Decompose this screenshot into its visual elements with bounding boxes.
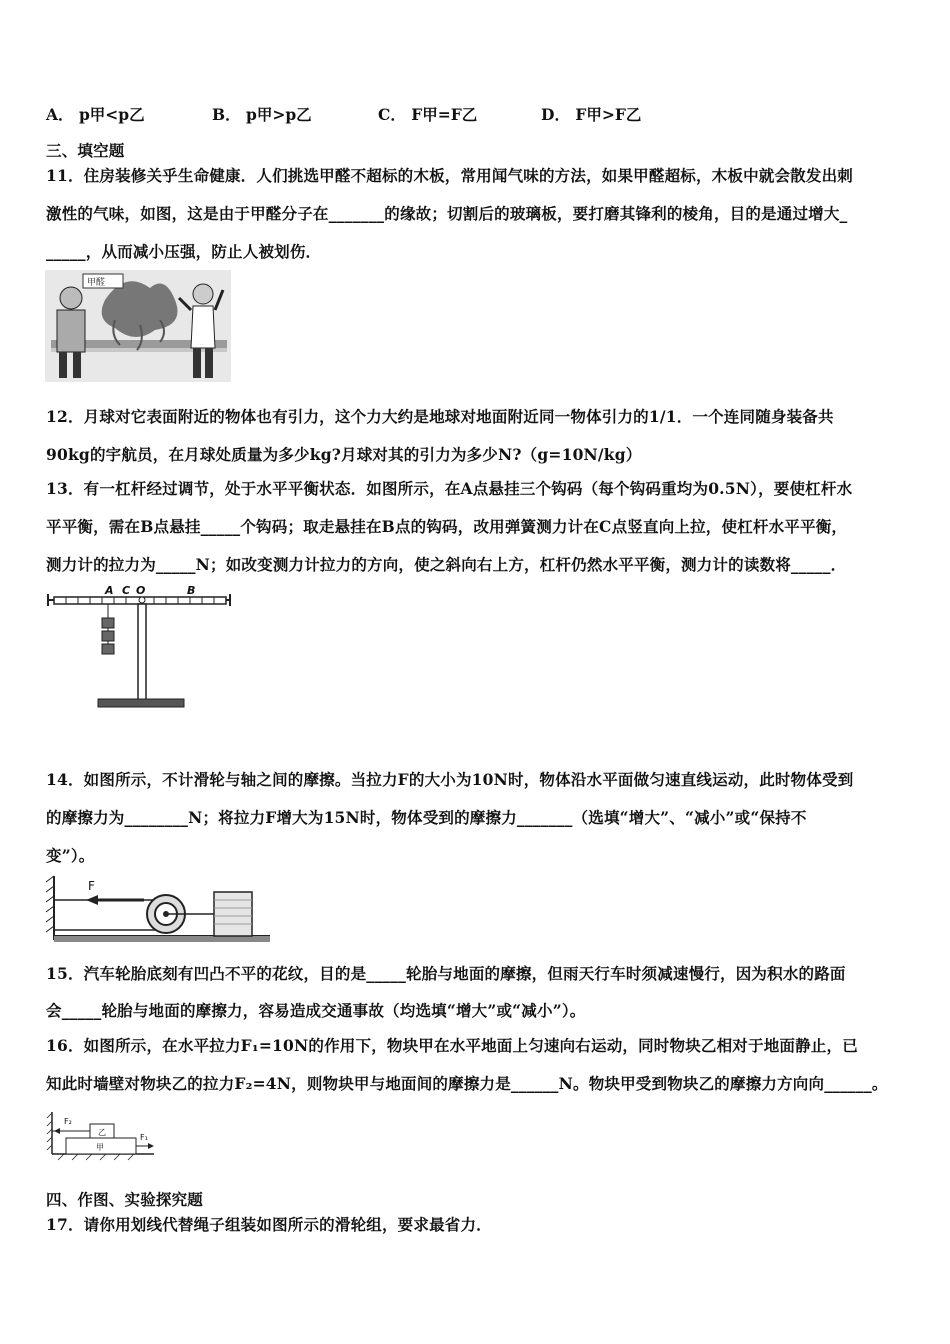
section-heading-experiment: 四、作图、实验探究题: [46, 1190, 204, 1209]
q16-block-yi-label: 乙: [98, 1128, 106, 1137]
lever-label-b: B: [187, 584, 196, 597]
q13-line-2: 平平衡，需在B点悬挂_____个钩码；取走悬挂在B点的钩码，改用弹簧测力计在C点竖直向上拉，使杠杆水平平衡，: [46, 517, 848, 536]
q12-line-1: 12．月球对它表面附近的物体也有引力，这个力大约是地球对地面附近同一物体引力的1/1．一个连同随身装备共: [46, 407, 834, 426]
option-a: A． p甲<p乙: [46, 105, 145, 124]
q13-lever-figure: [44, 582, 236, 716]
q15-line-2: 会_____轮胎与地面的摩擦力，容易造成交通事故（均选填“增大”或“减小”）。: [46, 1001, 586, 1020]
q12-line-2: 90kg的宇航员，在月球处质量为多少kg?月球对其的引力为多少N?（g=10N/kg）: [46, 445, 642, 464]
q11-line-2: 激性的气味，如图，这是由于甲醛分子在_______的缘故；切割后的玻璃板，要打磨其锋利的棱角，目的是通过增大_: [46, 204, 848, 223]
lever-label-c: C: [122, 584, 131, 597]
q13-line-3: 测力计的拉力为_____N；如改变测力计拉力的方向，使之斜向右上方，杠杆仍然水平平衡，测力计的读数将_____．: [46, 555, 847, 574]
section-heading-fill-blank: 三、填空题: [46, 141, 125, 160]
hook-weight: [102, 644, 114, 654]
hook-weight: [102, 631, 114, 641]
q16-f1-label: F₁: [140, 1133, 148, 1142]
option-c: C． F甲=F乙: [378, 105, 478, 124]
q14-line-2: 的摩擦力为________N；将拉力F增大为15N时，物体受到的摩擦力_______（选填“增大”、“减小”或“保持不: [46, 808, 807, 827]
q11-formaldehyde-figure: [45, 270, 231, 382]
q11-line-1: 11．住房装修关乎生命健康．人们挑选甲醛不超标的木板，常用闻气味的方法，如果甲醛超标，木板中就会散发出刺: [46, 166, 853, 185]
q16-line-2: 知此时墙壁对物块乙的拉力F₂=4N，则物块甲与地面间的摩擦力是______N。物块甲受到物块乙的摩擦力方向向______。: [46, 1074, 888, 1093]
q14-force-label: F: [88, 879, 95, 893]
option-b: B． p甲>p乙: [212, 105, 312, 124]
lever-label-o: O: [136, 584, 146, 597]
option-d: D． F甲>F乙: [541, 105, 642, 124]
q16-line-1: 16．如图所示，在水平拉力F₁=10N的作用下，物块甲在水平地面上匀速向右运动，同时物块乙相对于地面静止，已: [46, 1036, 858, 1055]
q11-line-3: _____，从而减小压强，防止人被划伤．: [46, 242, 322, 261]
q16-f2-label: F₂: [64, 1117, 72, 1126]
q17-line-1: 17．请你用划线代替绳子组装如图所示的滑轮组，要求最省力．: [46, 1215, 492, 1234]
q16-blocks-figure: [46, 1108, 158, 1162]
q11-figure-sign: 甲醛: [87, 278, 106, 288]
lever-label-a: A: [105, 584, 114, 597]
hook-weight: [102, 618, 114, 628]
q14-line-1: 14．如图所示，不计滑轮与轴之间的摩擦。当拉力F的大小为10N时，物体沿水平面做匀速直线运动，此时物体受到: [46, 770, 854, 789]
q14-pulley-figure: [44, 872, 274, 948]
q14-line-3: 变”）。: [46, 846, 95, 865]
q16-block-jia-label: 甲: [96, 1143, 104, 1152]
q15-line-1: 15．汽车轮胎底刻有凹凸不平的花纹，目的是_____轮胎与地面的摩擦，但雨天行车时须减速慢行，因为积水的路面: [46, 964, 846, 983]
q13-line-1: 13．有一杠杆经过调节，处于水平平衡状态．如图所示，在A点悬挂三个钩码（每个钩码重均为0.5N），要使杠杆水: [46, 479, 853, 498]
